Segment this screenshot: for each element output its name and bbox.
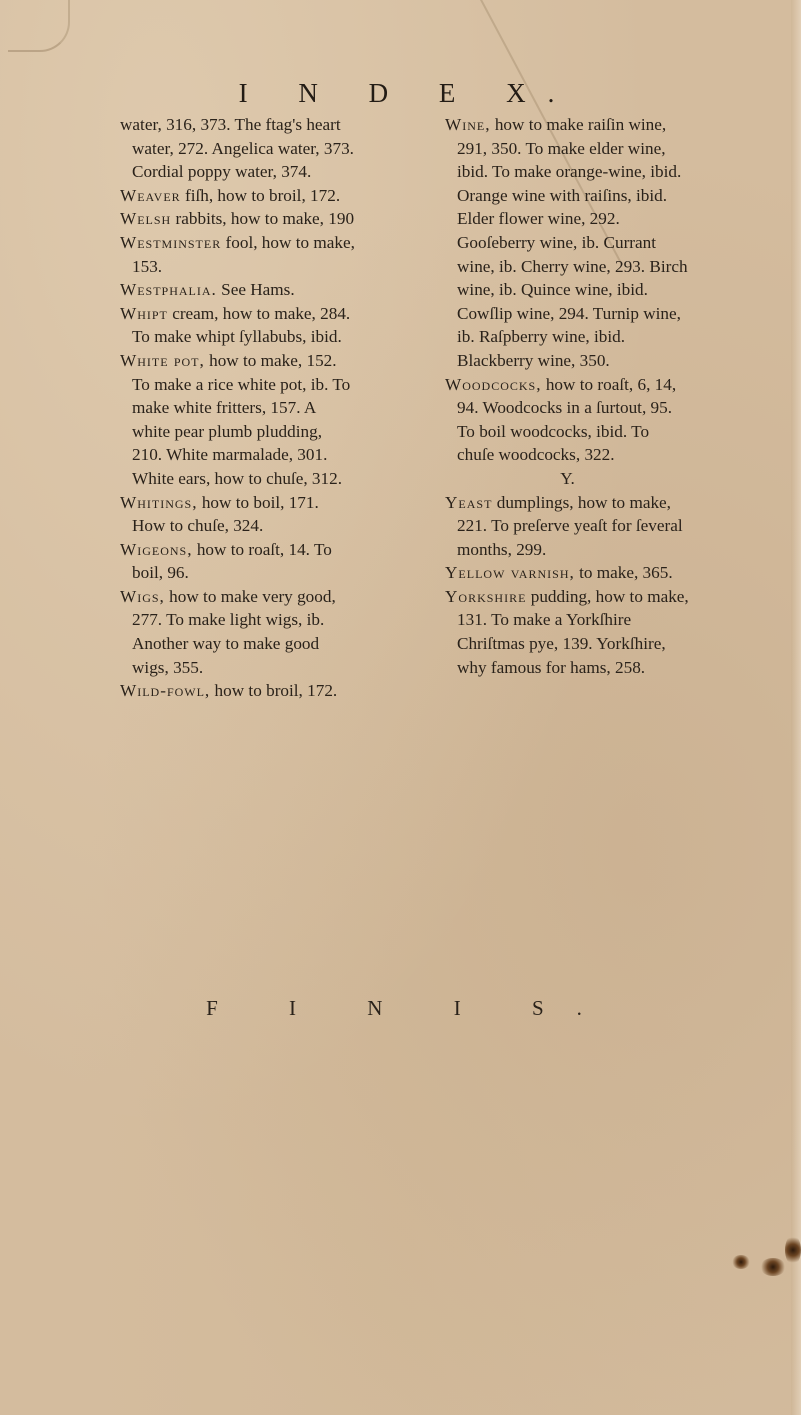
index-entry: Whipt cream, how to make, 284. To make whipt ſyllabubs, ibid. [120,303,351,347]
ink-stain [760,1258,786,1276]
section-letter: Y. [560,468,575,488]
finis-footer: F I N I S. [206,996,615,1020]
index-column-left [120,113,355,703]
index-entry: Woodcocks, how to roaſt, 6, 14, 94. Woodcocks in a ſurtout, 95. To boil woodcocks, ibid. To chuſe woodcocks, 322. [445,374,677,465]
index-entry: Wigeons, how to roaſt, 14. To boil, 96. [120,539,332,583]
index-entry: Wine, how to make raiſin wine, 291, 350. To make elder wine, ibid. To make orange-wine, ibid. Orange wine with raiſins, ibid. Elder flower wine, 292. Gooſeberry wine, ib. Currant wine, ib. Cherry wine, 293. Birch wine, ib. Quince wine, ibid. Cowſlip wine, 294. Turnip wine, ib. Raſpberry wine, ibid. Blackberry wine, 350. [445,115,688,370]
page-edge [791,0,801,1415]
page-heading: I N D E X. [238,78,577,108]
ink-stain [732,1255,750,1269]
index-entry: Yorkshire pudding, how to make, 131. To make a Yorkſhire Chriſtmas pye, 139. Yorkſhire, why famous for hams, 258. [445,586,689,677]
torn-corner [8,0,70,52]
ink-stain [785,1235,801,1265]
index-entry: Welsh rabbits, how to make, 190 [120,209,355,229]
index-entry: Yeast dumplings, how to make, 221. To preſerve yeaſt for ſeveral months, 299. [445,492,683,559]
index-entry: Wigs, how to make very good, 277. To make light wigs, ib. Another way to make good wigs, 355. [120,586,336,677]
index-entry: Yellow varnish, to make, 365. [445,563,673,583]
index-column-right [445,113,690,679]
index-entry: White pot, how to make, 152. To make a rice white pot, ib. To make white fritters, 157. A white pear plumb pludding, 210. White marmalade, 301. White ears, how to chuſe, 312. [120,350,351,488]
index-entry: Whitings, how to boil, 171. How to chuſe, 324. [120,492,319,536]
index-entry: Weaver fiſh, how to broil, 172. [120,185,341,205]
index-entry: Westminster fool, how to make, 153. [120,232,355,276]
index-entry: Wild-fowl, how to broil, 172. [120,681,338,701]
index-entry: Westphalia. See Hams. [120,280,295,300]
index-entry: water, 316, 373. The ftag's heart water, 272. Angelica water, 373. Cordial poppy water, 374. [120,115,354,182]
